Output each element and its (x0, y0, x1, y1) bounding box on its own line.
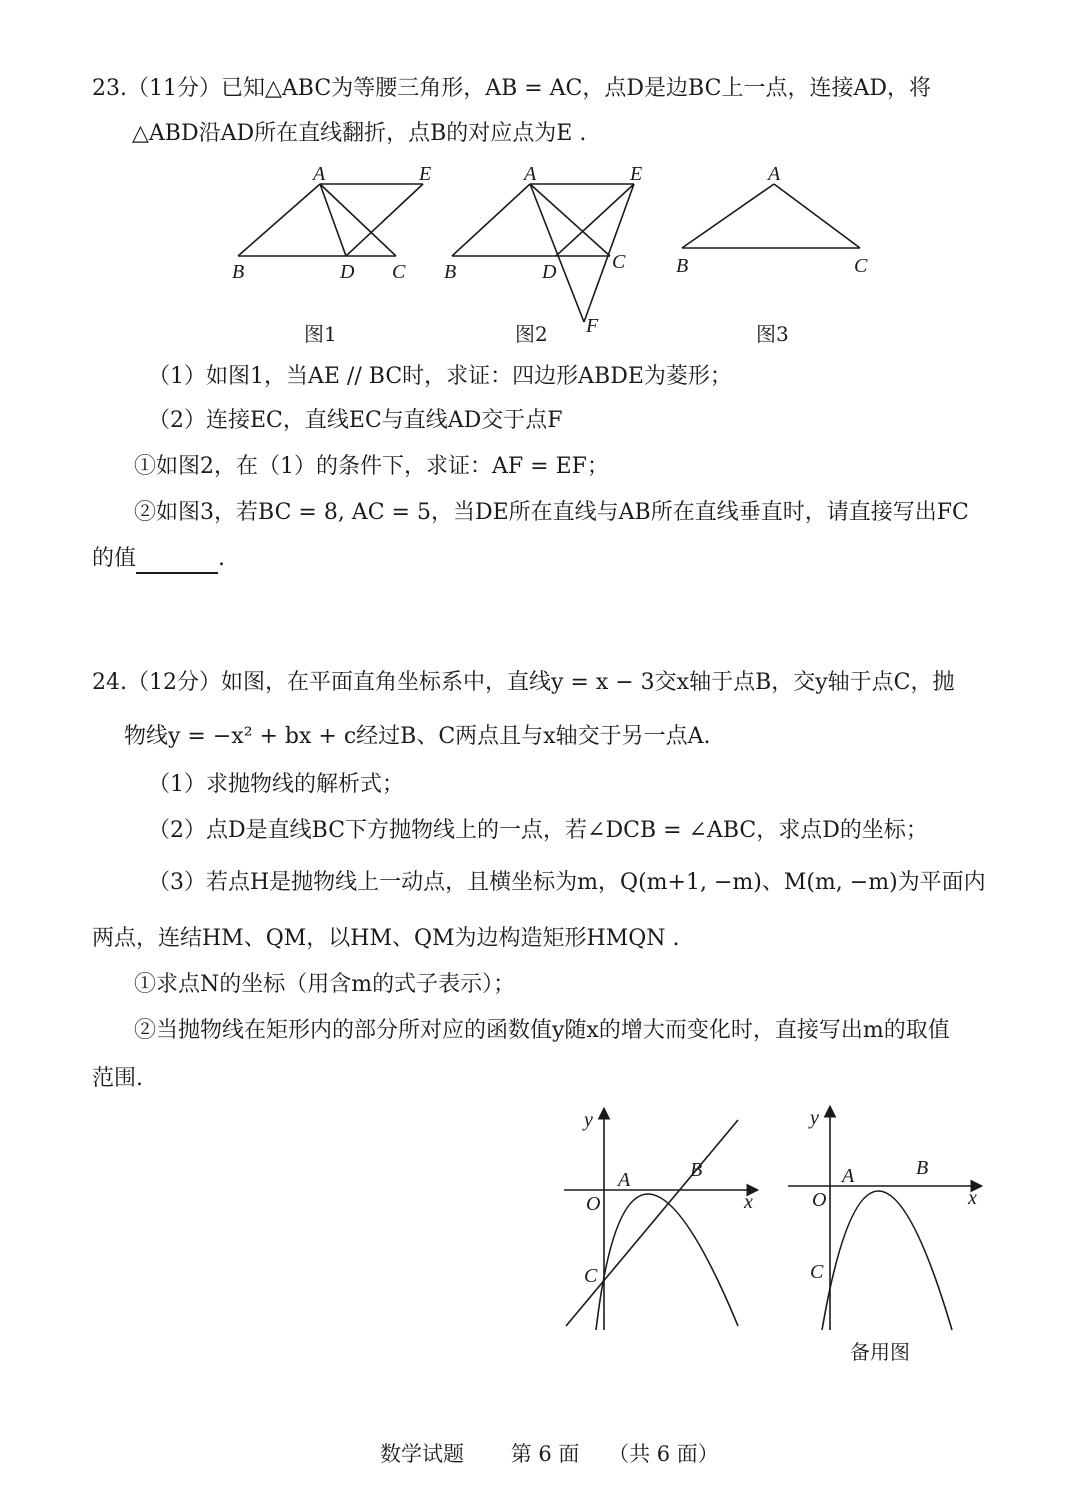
fig2-label-B: B (444, 261, 457, 283)
graph1-label-y: y (584, 1109, 593, 1131)
fig2-label-C: C (612, 251, 626, 273)
fig1-label-C: C (392, 261, 406, 283)
graph1-label-B: B (690, 1159, 703, 1181)
q23-line2: △ABD沿AD所在直线翻折，点B的对应点为E . (132, 121, 587, 146)
fig3-label-C: C (854, 255, 868, 277)
q23-part2: （2）连接EC，直线EC与直线AD交于点F (148, 408, 563, 433)
fig2-label-F: F (586, 315, 599, 337)
q24-part3a: （3）若点H是抛物线上一动点，且横坐标为m，Q(m+1, −m)、M(m, −m)为平面内 (148, 870, 986, 895)
q23-part2-1: ①如图2，在（1）的条件下，求证：AF = EF； (134, 454, 609, 479)
q23-answer-suffix: . (218, 546, 226, 571)
fig2-label-E: E (630, 163, 643, 185)
fig1-label-A: A (313, 163, 326, 185)
graph1-label-O: O (586, 1193, 601, 1215)
graph1-label-C: C (584, 1265, 598, 1287)
q24-part3-1: ①求点N的坐标（用含m的式子表示）； (134, 972, 516, 997)
q23-figure-2 (438, 160, 658, 340)
q24-part3-2a: ②当抛物线在矩形内的部分所对应的函数值y随x的增大而变化时，直接写出m的取值 (134, 1018, 950, 1043)
q24-line2: 物线y = −x² + bx + c经过B、C两点且与x轴交于另一点A. (124, 724, 711, 749)
fig3-label-A: A (768, 163, 781, 185)
q24-part3-2b: 范围. (92, 1066, 143, 1091)
q23-figure-1 (220, 160, 450, 290)
q24-part2: （2）点D是直线BC下方抛物线上的一点，若∠DCB = ∠ABC，求点D的坐标； (148, 818, 928, 843)
q23-part1: （1）如图1，当AE // BC时，求证：四边形ABDE为菱形； (148, 364, 732, 389)
graph2-label-x: x (968, 1187, 977, 1209)
fig1-label-B: B (232, 261, 245, 283)
q24-graph-main (558, 1098, 768, 1338)
footer-total: （共 6 面） (608, 1442, 719, 1466)
fig3-label-B: B (676, 255, 689, 277)
q23-part2-2: ②如图3，若BC = 8, AC = 5，当DE所在直线与AB所在直线垂直时，请直接写出FC (134, 500, 969, 525)
graph2-label-y: y (810, 1107, 819, 1129)
answer-blank[interactable] (136, 550, 218, 574)
footer-page: 第 6 面 (510, 1442, 580, 1466)
fig3-caption: 图3 (756, 322, 789, 346)
fig2-label-A: A (524, 163, 537, 185)
fig2-label-D: D (542, 261, 557, 283)
graph2-label-B: B (916, 1157, 929, 1179)
graph1-label-x: x (744, 1191, 753, 1213)
graph2-label-A: A (842, 1165, 855, 1187)
fig1-label-D: D (340, 261, 355, 283)
graph1-label-A: A (618, 1169, 631, 1191)
q24-part3b: 两点，连结HM、QM，以HM、QM为边构造矩形HMQN . (92, 926, 680, 951)
q24-line1: 24.（12分）如图，在平面直角坐标系中，直线y = x − 3交x轴于点B，交y轴于点C，抛 (92, 670, 955, 695)
q24-part1: （1）求抛物线的解析式； (148, 772, 404, 797)
fig1-caption: 图1 (304, 322, 337, 346)
fig2-caption: 图2 (515, 322, 548, 346)
q24-graph-backup (784, 1098, 994, 1338)
graph2-label-O: O (812, 1189, 827, 1211)
backup-graph-caption: 备用图 (850, 1340, 910, 1364)
fig1-label-E: E (419, 163, 432, 185)
graph2-label-C: C (810, 1261, 824, 1283)
footer-subject: 数学试题 (380, 1442, 464, 1466)
q23-line1: 23.（11分）已知△ABC为等腰三角形，AB = AC，点D是边BC上一点，连接AD，将 (92, 76, 931, 101)
q23-figure-3 (670, 160, 890, 290)
page-footer (380, 1438, 719, 1468)
q23-answer-prefix: 的值 (92, 546, 137, 571)
q23-answer-line (92, 544, 225, 574)
